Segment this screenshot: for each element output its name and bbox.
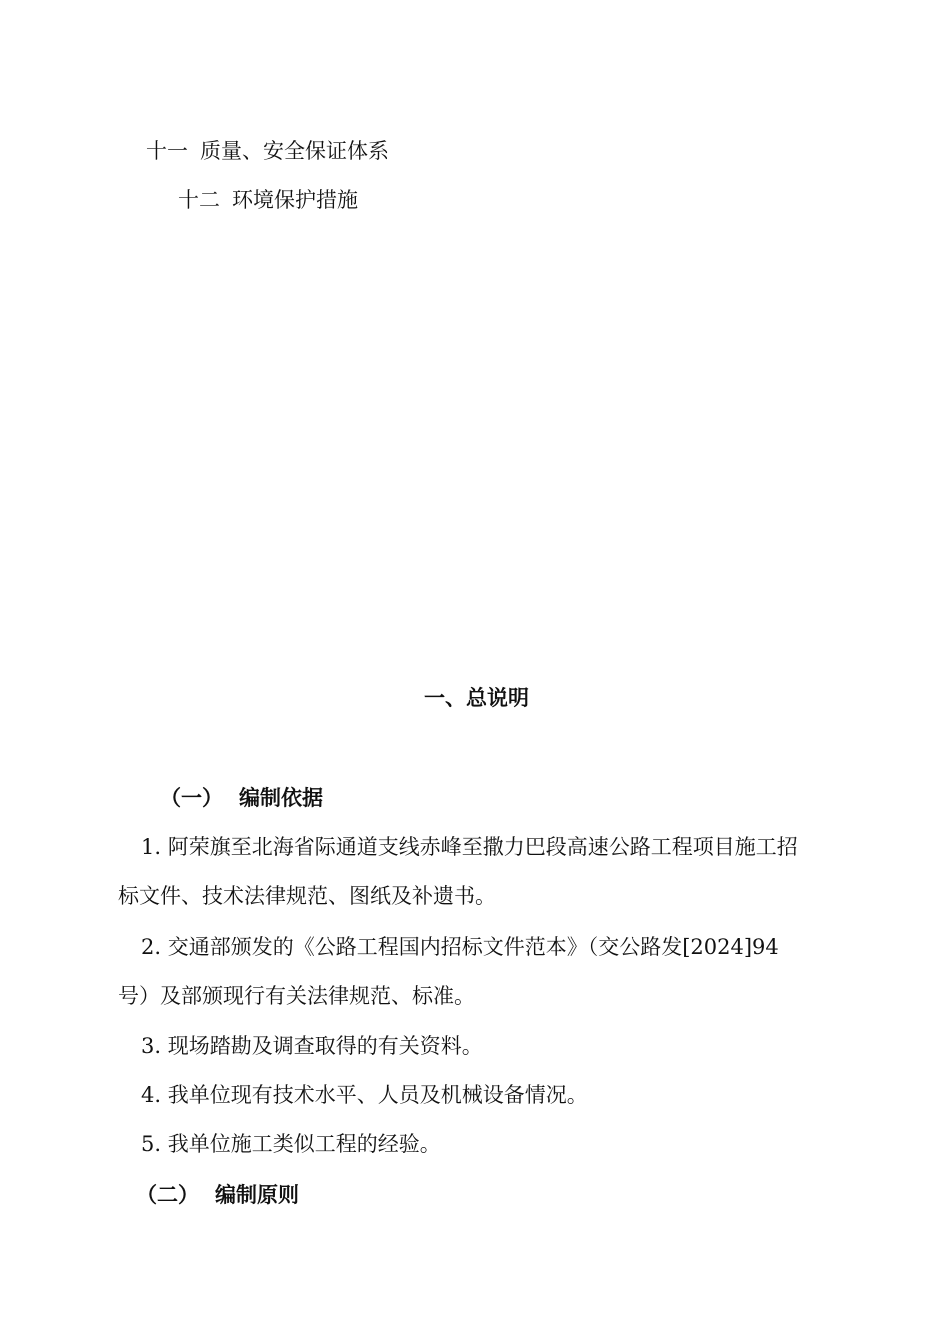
chapter-title: 一、总说明 (424, 685, 529, 710)
section-heading-2 (136, 1181, 299, 1209)
section-title: 编制原则 (215, 1182, 299, 1207)
basis-item-1-line-2: 标文件、技术法律规范、图纸及补遗书。 (118, 884, 496, 908)
toc-title: 质量、安全保证体系 (200, 139, 389, 163)
toc-item-12 (178, 186, 358, 214)
toc-number: 十二 (178, 188, 220, 212)
basis-item-1-line-1: 1. 阿荣旗至北海省际通道支线赤峰至撒力巴段高速公路工程项目施工招 (141, 835, 798, 859)
basis-item-2-line-2: 号）及部颁现行有关法律规范、标准。 (118, 984, 475, 1008)
section-heading-1 (160, 784, 323, 812)
basis-item-2-line-1: 2. 交通部颁发的《公路工程国内招标文件范本》（交公路发[2024]94 (141, 935, 779, 959)
section-label: （二） (136, 1182, 199, 1207)
toc-number: 十一 (146, 139, 188, 163)
toc-title: 环境保护措施 (232, 188, 358, 212)
section-label: （一） (160, 785, 223, 810)
basis-item-3: 3. 现场踏勘及调查取得的有关资料。 (141, 1034, 483, 1058)
basis-item-4: 4. 我单位现有技术水平、人员及机械设备情况。 (141, 1083, 588, 1107)
basis-item-5: 5. 我单位施工类似工程的经验。 (141, 1132, 441, 1156)
toc-item-11 (146, 137, 389, 165)
section-title: 编制依据 (239, 785, 323, 810)
